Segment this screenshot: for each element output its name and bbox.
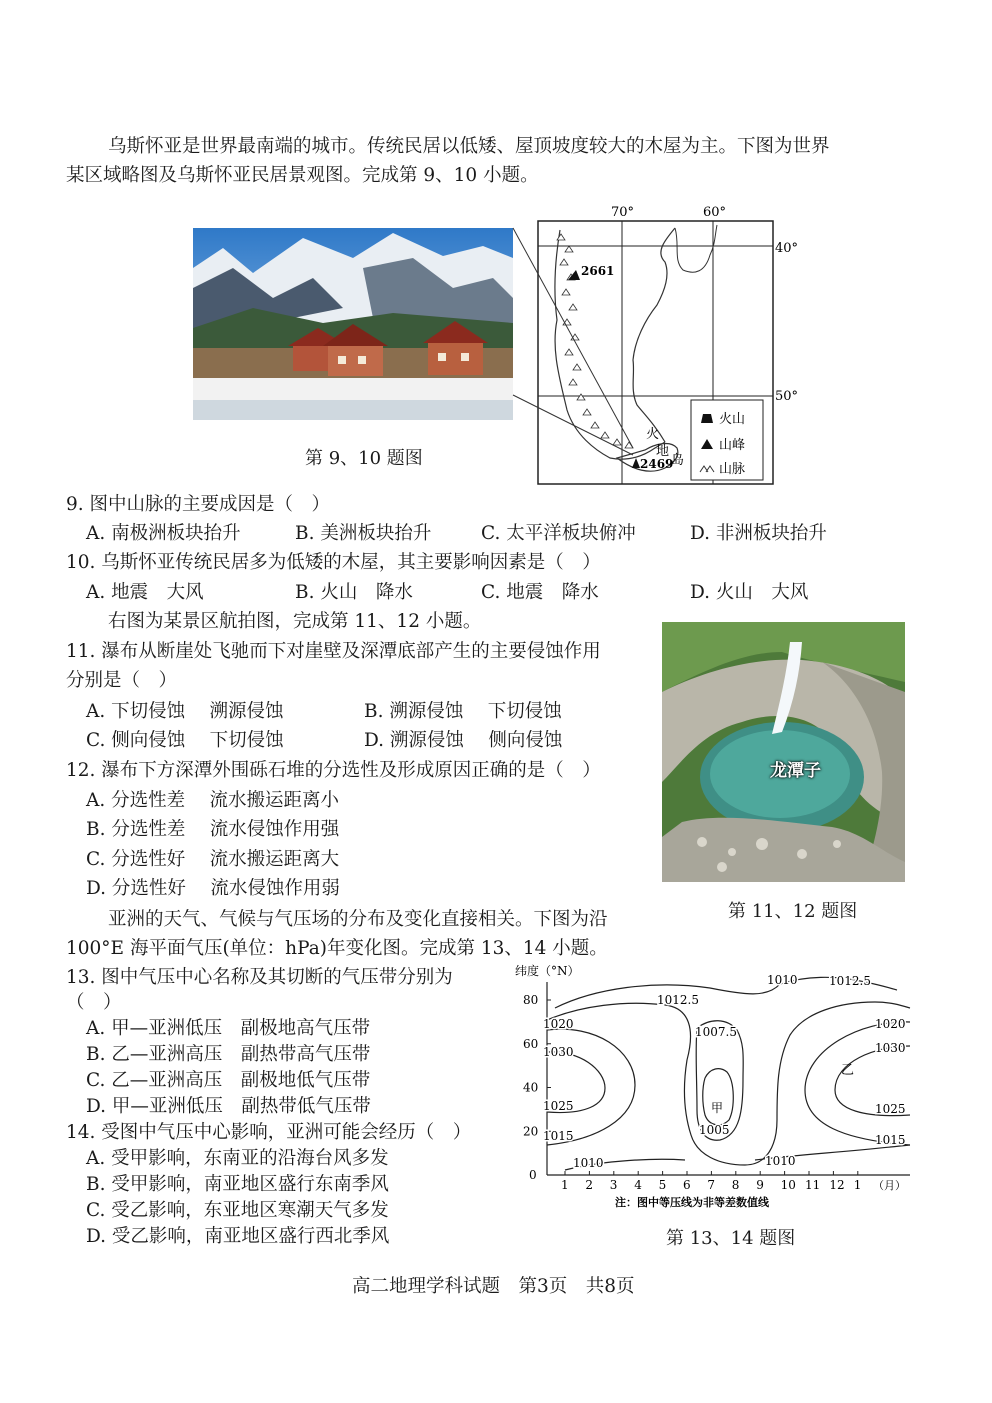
q12-option-c[interactable]: C. 分选性好 流水搬运距离大: [86, 849, 340, 870]
q10-stem: 10. 乌斯怀亚传统民居多为低矮的木屋，其主要影响因素是（ ）: [66, 552, 601, 573]
y-tick-label: 20: [523, 1124, 539, 1139]
patagonia-map: [505, 200, 805, 490]
center-yi-label: 乙: [841, 1063, 855, 1078]
legend-peak: 山峰: [719, 438, 746, 453]
contour-label: 1012.5: [829, 974, 871, 988]
waterfall-aerial-photo: [662, 622, 905, 882]
longtanzi-label: 龙潭子: [770, 761, 821, 781]
q14-option-d[interactable]: D. 受乙影响，南亚地区盛行西北季风: [86, 1226, 390, 1247]
q13-option-b[interactable]: B. 乙—亚洲高压 副热带高气压带: [86, 1044, 371, 1065]
q11-option-b[interactable]: B. 溯源侵蚀 下切侵蚀: [364, 701, 562, 722]
figure-11-12-caption: 第 11、12 题图: [728, 901, 858, 922]
q11-stem-line1: 11. 瀑布从断崖处飞驰而下对崖壁及深潭底部产生的主要侵蚀作用: [66, 641, 601, 662]
isobars: [547, 977, 910, 1170]
figure-13-14-caption: 第 13、14 题图: [666, 1228, 796, 1249]
contour-label: 1010: [573, 1156, 604, 1170]
waterfall-illustration: [662, 622, 905, 882]
east-coast: [675, 225, 717, 272]
x-tick-label: 1: [853, 1178, 862, 1192]
x-tick-label: 4: [634, 1178, 642, 1192]
x-tick-label: 6: [683, 1178, 691, 1192]
legend-volcano: 火山: [719, 412, 746, 427]
q11-option-a[interactable]: A. 下切侵蚀 溯源侵蚀: [86, 701, 284, 722]
q14-option-a[interactable]: A. 受甲影响，东南亚的沿海台风多发: [86, 1148, 389, 1169]
intro-13-14-line2: 100°E 海平面气压(单位：hPa)年变化图。完成第 13、14 小题。: [66, 938, 608, 959]
pressure-contour-chart: [505, 960, 915, 1220]
x-tick-label: 5: [658, 1178, 667, 1192]
peak-2469-label: 2469: [640, 457, 674, 471]
q13-option-c[interactable]: C. 乙—亚洲高压 副极地低气压带: [86, 1070, 371, 1091]
x-tick-label: 2: [585, 1178, 594, 1192]
q13-option-a[interactable]: A. 甲—亚洲低压 副极地高气压带: [86, 1018, 371, 1039]
contour-label: 1025: [543, 1099, 574, 1113]
lon-label-70: 70°: [611, 205, 635, 220]
contour-label: 1007.5: [695, 1025, 737, 1039]
q12-option-d[interactable]: D. 分选性好 流水侵蚀作用弱: [86, 878, 340, 899]
q12-option-b[interactable]: B. 分选性差 流水侵蚀作用强: [86, 819, 340, 840]
q9-option-a[interactable]: A. 南极洲板块抬升: [86, 523, 241, 544]
connector-line-2: [513, 395, 633, 455]
x-tick-label: 3: [609, 1178, 618, 1192]
lon-label-60: 60°: [703, 205, 727, 220]
q11-stem-line2: 分别是（ ）: [66, 670, 178, 691]
contour-label: 1015: [875, 1133, 906, 1147]
chart-note: 注：图中等压线为非等差数值线: [615, 1196, 769, 1209]
contour-label: 1020: [875, 1017, 906, 1031]
x-tick-label: 11: [805, 1178, 821, 1192]
x-axis-label: （月）: [873, 1179, 906, 1192]
y-tick-label: 60: [523, 1036, 539, 1051]
island-label-3: 岛: [671, 453, 685, 468]
page-footer: 高二地理学科试题 第3页 共8页: [352, 1276, 635, 1297]
contour-label: 1020: [543, 1017, 574, 1031]
x-tick-label: 1: [561, 1178, 569, 1192]
q12-option-a[interactable]: A. 分选性差 流水搬运距离小: [86, 790, 340, 811]
contour-label: 1015: [543, 1129, 574, 1143]
isobar-1015-lower: [565, 1145, 910, 1170]
lat-label-40: 40°: [775, 241, 799, 256]
island-label-2: 地: [656, 444, 670, 459]
x-tick-label: 12: [829, 1178, 845, 1192]
volcano-legend-icon: [701, 414, 713, 423]
q14-stem: 14. 受图中气压中心影响，亚洲可能会经历（ ）: [66, 1122, 472, 1143]
intro-11-12: 右图为某景区航拍图，完成第 11、12 小题。: [108, 611, 482, 632]
q10-option-d[interactable]: D. 火山 大风: [690, 582, 809, 603]
q12-stem: 12. 瀑布下方深潭外围砾石堆的分选性及形成原因正确的是（ ）: [66, 760, 601, 781]
peak-2661-icon: [568, 270, 580, 280]
q14-option-b[interactable]: B. 受甲影响，南亚地区盛行东南季风: [86, 1174, 389, 1195]
y-tick-label: 40: [523, 1080, 539, 1095]
contour-label: 1010: [765, 1154, 796, 1168]
contour-label: 1030: [543, 1045, 574, 1059]
q11-option-c[interactable]: C. 侧向侵蚀 下切侵蚀: [86, 730, 284, 751]
intro-13-14-line1: 亚洲的天气、气候与气压场的分布及变化直接相关。下图为沿: [108, 909, 608, 930]
peak-2661-label: 2661: [581, 264, 615, 278]
x-tick-label: 9: [756, 1178, 764, 1192]
contour-label: 1010: [767, 973, 798, 987]
intro-9-10-line2: 某区域略图及乌斯怀亚民居景观图。完成第 9、10 小题。: [66, 165, 539, 186]
q10-option-a[interactable]: A. 地震 大风: [86, 582, 204, 603]
legend-range: 山脉: [719, 462, 746, 477]
island-label-1: 火: [646, 427, 660, 442]
contour-label: 1012.5: [657, 993, 699, 1007]
y-axis-label: 纬度（°N）: [515, 964, 580, 978]
q9-stem: 9. 图中山脉的主要成因是（ ）: [66, 494, 331, 515]
q10-option-c[interactable]: C. 地震 降水: [481, 582, 599, 603]
y-tick-label: 0: [529, 1168, 537, 1182]
ushuaia-house-photo: [193, 228, 513, 420]
contour-label: 1025: [875, 1102, 906, 1116]
x-tick-label: 10: [780, 1178, 796, 1192]
isobar-1005: [703, 1069, 734, 1125]
lat-label-50: 50°: [775, 389, 799, 404]
ushuaia-house-illustration: [193, 228, 513, 420]
center-jia-label: 甲: [711, 1101, 724, 1115]
q13-option-d[interactable]: D. 甲—亚洲低压 副热带低气压带: [86, 1096, 371, 1117]
contour-label: 1005: [699, 1123, 730, 1137]
y-tick-label: 80: [523, 993, 539, 1007]
figure-9-10-caption: 第 9、10 题图: [305, 448, 423, 469]
q11-option-d[interactable]: D. 溯源侵蚀 侧向侵蚀: [364, 730, 563, 751]
q10-option-b[interactable]: B. 火山 降水: [295, 582, 413, 603]
q9-option-b[interactable]: B. 美洲板块抬升: [295, 523, 432, 544]
connector-line: [513, 228, 633, 448]
q13-stem-line1: 13. 图中气压中心名称及其切断的气压带分别为: [66, 967, 453, 988]
intro-9-10-line1: 乌斯怀亚是世界最南端的城市。传统民居以低矮、屋顶坡度较大的木屋为主。下图为世界: [108, 136, 830, 157]
q14-option-c[interactable]: C. 受乙影响，东亚地区寒潮天气多发: [86, 1200, 389, 1221]
peak-2469-icon: [632, 458, 640, 468]
q13-stem-line2: （ ）: [66, 992, 122, 1013]
x-tick-label: 8: [731, 1178, 740, 1192]
intro-9-10: [66, 132, 936, 190]
contour-label: 1030: [875, 1041, 906, 1055]
q9-option-d[interactable]: D. 非洲板块抬升: [690, 523, 827, 544]
q9-option-c[interactable]: C. 太平洋板块俯冲: [481, 523, 636, 544]
x-tick-label: 7: [707, 1178, 716, 1192]
